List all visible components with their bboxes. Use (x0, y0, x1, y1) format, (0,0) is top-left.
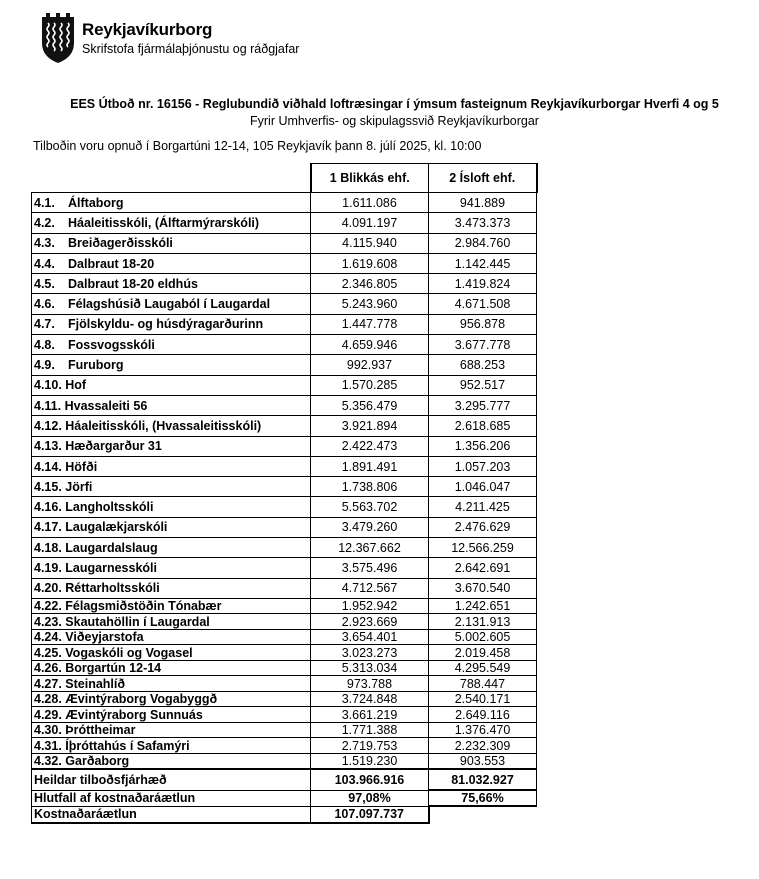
row-value-bidder-1: 2.422.473 (311, 436, 429, 456)
table-row (32, 660, 537, 676)
ratio-row (32, 790, 537, 806)
row-value-bidder-2: 2.984.760 (429, 233, 537, 253)
row-number: 4.8. (34, 337, 55, 352)
row-number: 4.1. (34, 195, 55, 210)
table-row (32, 517, 537, 537)
row-name-cell (32, 375, 311, 395)
row-value-bidder-2: 941.889 (429, 193, 537, 213)
ratio-bidder-1: 97,08% (311, 790, 429, 806)
row-value-bidder-1: 1.619.608 (311, 253, 429, 273)
row-value-bidder-1: 3.661.219 (311, 707, 429, 723)
row-name-cell (32, 722, 311, 738)
table-row (32, 314, 537, 334)
row-value-bidder-2: 1.376.470 (429, 722, 537, 738)
row-name: Dalbraut 18-20 eldhús (68, 276, 198, 291)
column-header-bidder-2: 2 Ísloft ehf. (429, 164, 537, 193)
row-value-bidder-2: 2.476.629 (429, 517, 537, 537)
table-row (32, 614, 537, 630)
row-value-bidder-2: 5.002.605 (429, 629, 537, 645)
row-name: 4.20. Réttarholtsskóli (34, 581, 160, 596)
table-row (32, 691, 537, 707)
row-name: 4.29. Ævintýraborg Sunnuás (34, 707, 203, 722)
row-value-bidder-1: 2.719.753 (311, 738, 429, 754)
row-value-bidder-1: 3.023.273 (311, 645, 429, 661)
estimate-empty-cell (429, 806, 537, 823)
row-value-bidder-1: 4.712.567 (311, 578, 429, 598)
row-value-bidder-2: 1.046.047 (429, 477, 537, 497)
row-value-bidder-2: 3.677.778 (429, 335, 537, 355)
table-row (32, 645, 537, 661)
row-name-cell (32, 274, 311, 294)
row-value-bidder-1: 1.952.942 (311, 598, 429, 614)
row-value-bidder-1: 5.243.960 (311, 294, 429, 314)
row-name-cell (32, 517, 311, 537)
row-value-bidder-1: 5.356.479 (311, 395, 429, 415)
row-value-bidder-1: 3.724.848 (311, 691, 429, 707)
table-row (32, 193, 537, 213)
table-row (32, 738, 537, 754)
table-row (32, 578, 537, 598)
row-name: Háaleitisskóli, (Álftarmýrarskóli) (68, 215, 260, 230)
row-name: 4.24. Viðeyjarstofa (34, 630, 144, 645)
row-value-bidder-2: 2.618.685 (429, 416, 537, 436)
row-name: 4.18. Laugardalslaug (34, 540, 158, 555)
row-name: 4.14. Höfði (34, 459, 98, 474)
row-number: 4.5. (34, 276, 55, 291)
row-value-bidder-2: 2.642.691 (429, 558, 537, 578)
row-name-cell (32, 578, 311, 598)
row-value-bidder-2: 3.670.540 (429, 578, 537, 598)
row-name-cell (32, 558, 311, 578)
row-name: 4.28. Ævintýraborg Vogabyggð (34, 692, 218, 707)
row-number: 4.7. (34, 317, 55, 332)
row-name: 4.32. Garðaborg (34, 754, 130, 769)
row-value-bidder-1: 4.659.946 (311, 335, 429, 355)
row-value-bidder-1: 1.891.491 (311, 456, 429, 476)
row-name: 4.11. Hvassaleiti 56 (34, 398, 148, 413)
table-row (32, 213, 537, 233)
row-value-bidder-2: 903.553 (429, 753, 537, 769)
opening-statement: Tilboðin voru opnuð í Borgartúni 12-14, 105 Reykjavík þann 8. júlí 2025, kl. 10:00 (33, 139, 482, 153)
row-name: 4.10. Hof (34, 378, 87, 393)
row-value-bidder-1: 1.447.778 (311, 314, 429, 334)
row-name: Furuborg (68, 358, 124, 373)
total-bidder-2: 81.032.927 (429, 769, 537, 790)
row-name-cell (32, 645, 311, 661)
row-value-bidder-2: 2.019.458 (429, 645, 537, 661)
row-name: 4.19. Laugarnesskóli (34, 560, 157, 575)
row-value-bidder-2: 4.671.508 (429, 294, 537, 314)
row-name: Félagshúsið Laugaból í Laugardal (68, 297, 271, 312)
table-row (32, 676, 537, 692)
row-name: 4.31. Íþróttahús í Safamýri (34, 738, 190, 753)
table-body (32, 193, 537, 770)
row-value-bidder-1: 992.937 (311, 355, 429, 375)
table-row (32, 436, 537, 456)
row-name: Fjölskyldu- og húsdýragarðurinn (68, 317, 264, 332)
row-name: Dalbraut 18-20 (68, 256, 155, 271)
row-name: 4.12. Háaleitisskóli, (Hvassaleitisskóli) (34, 418, 262, 433)
row-value-bidder-2: 2.540.171 (429, 691, 537, 707)
table-row (32, 538, 537, 558)
row-value-bidder-2: 1.356.206 (429, 436, 537, 456)
table-row (32, 753, 537, 769)
table-row (32, 722, 537, 738)
row-name-cell (32, 335, 311, 355)
row-name: 4.26. Borgartún 12-14 (34, 661, 162, 676)
row-value-bidder-2: 3.473.373 (429, 213, 537, 233)
row-name-cell (32, 233, 311, 253)
row-name-cell (32, 436, 311, 456)
ratio-bidder-2: 75,66% (429, 790, 537, 806)
row-name: Breiðagerðisskóli (68, 236, 173, 251)
row-name-cell (32, 395, 311, 415)
row-name-cell (32, 614, 311, 630)
row-value-bidder-2: 1.057.203 (429, 456, 537, 476)
row-value-bidder-1: 3.654.401 (311, 629, 429, 645)
row-value-bidder-2: 788.447 (429, 676, 537, 692)
ratio-label: Hlutfall af kostnaðaráætlun (32, 790, 311, 806)
row-name-cell (32, 738, 311, 754)
row-name-cell (32, 538, 311, 558)
row-value-bidder-2: 952.517 (429, 375, 537, 395)
row-value-bidder-1: 3.575.496 (311, 558, 429, 578)
table-row (32, 416, 537, 436)
row-name: 4.22. Félagsmiðstöðin Tónabær (34, 599, 222, 614)
column-header-bidder-1: 1 Blikkás ehf. (311, 164, 429, 193)
table-header-row (32, 164, 537, 193)
row-value-bidder-2: 4.295.549 (429, 660, 537, 676)
row-name-cell (32, 314, 311, 334)
row-name-cell (32, 253, 311, 273)
row-value-bidder-2: 1.142.445 (429, 253, 537, 273)
row-value-bidder-1: 3.921.894 (311, 416, 429, 436)
table-row (32, 274, 537, 294)
row-name: 4.23. Skautahöllin í Laugardal (34, 614, 210, 629)
table-row (32, 629, 537, 645)
row-number: 4.6. (34, 297, 55, 312)
row-value-bidder-1: 1.570.285 (311, 375, 429, 395)
total-label: Heildar tilboðsfjárhæð (32, 769, 311, 790)
row-name-cell (32, 456, 311, 476)
row-value-bidder-2: 3.295.777 (429, 395, 537, 415)
row-name: 4.15. Jörfi (34, 479, 93, 494)
row-value-bidder-1: 1.771.388 (311, 722, 429, 738)
estimate-label: Kostnaðaráætlun (32, 806, 311, 823)
row-number: 4.3. (34, 236, 55, 251)
row-value-bidder-2: 2.649.116 (429, 707, 537, 723)
table-row (32, 253, 537, 273)
total-row (32, 769, 537, 790)
table-row (32, 233, 537, 253)
table-row (32, 395, 537, 415)
row-name: 4.13. Hæðargarður 31 (34, 439, 162, 454)
table-row (32, 355, 537, 375)
table-row (32, 335, 537, 355)
org-subtitle: Skrifstofa fjármálaþjónustu og ráðgjafar (82, 42, 300, 56)
row-value-bidder-1: 973.788 (311, 676, 429, 692)
row-name-cell (32, 707, 311, 723)
row-value-bidder-1: 1.738.806 (311, 477, 429, 497)
row-value-bidder-1: 1.519.230 (311, 753, 429, 769)
row-name-cell (32, 676, 311, 692)
table-row (32, 477, 537, 497)
total-bidder-1: 103.966.916 (311, 769, 429, 790)
estimate-row (32, 806, 537, 823)
row-number: 4.9. (34, 358, 55, 373)
table-row (32, 558, 537, 578)
row-name-cell (32, 497, 311, 517)
row-number: 4.4. (34, 256, 55, 271)
row-name: 4.30. Þróttheimar (34, 723, 136, 738)
row-name-cell (32, 193, 311, 213)
row-value-bidder-2: 4.211.425 (429, 497, 537, 517)
row-name: 4.27. Steinahlíð (34, 676, 126, 691)
row-name: 4.16. Langholtsskóli (34, 500, 154, 515)
document-subtitle: Fyrir Umhverfis- og skipulagssvið Reykjavíkurborgar (250, 114, 539, 128)
row-name: Álftaborg (68, 195, 124, 210)
row-name-cell (32, 355, 311, 375)
row-value-bidder-2: 2.131.913 (429, 614, 537, 630)
document-title: EES Útboð nr. 16156 - Reglubundið viðhald loftræsingar í ýmsum fasteignum Reykjavíkurborgar Hverfi 4 og 5 (70, 97, 719, 111)
row-name-cell (32, 691, 311, 707)
row-name-cell (32, 753, 311, 769)
header-blank-cell (32, 164, 311, 193)
row-number: 4.2. (34, 215, 55, 230)
estimate-value: 107.097.737 (311, 806, 429, 823)
table-row (32, 294, 537, 314)
row-name-cell (32, 213, 311, 233)
row-value-bidder-2: 1.419.824 (429, 274, 537, 294)
row-value-bidder-1: 2.923.669 (311, 614, 429, 630)
table-row (32, 375, 537, 395)
table-row (32, 497, 537, 517)
row-value-bidder-1: 5.313.034 (311, 660, 429, 676)
row-name-cell (32, 477, 311, 497)
table-row (32, 456, 537, 476)
row-value-bidder-1: 5.563.702 (311, 497, 429, 517)
row-value-bidder-1: 3.479.260 (311, 517, 429, 537)
row-value-bidder-1: 1.611.086 (311, 193, 429, 213)
row-name-cell (32, 660, 311, 676)
row-value-bidder-1: 12.367.662 (311, 538, 429, 558)
row-name-cell (32, 294, 311, 314)
table-row (32, 598, 537, 614)
reykjavik-coat-of-arms-logo (40, 13, 76, 65)
row-value-bidder-1: 4.115.940 (311, 233, 429, 253)
bid-table (31, 163, 538, 824)
row-value-bidder-1: 4.091.197 (311, 213, 429, 233)
org-name: Reykjavíkurborg (82, 20, 213, 39)
row-value-bidder-2: 1.242.651 (429, 598, 537, 614)
row-value-bidder-2: 688.253 (429, 355, 537, 375)
row-value-bidder-1: 2.346.805 (311, 274, 429, 294)
row-name-cell (32, 598, 311, 614)
row-name: 4.25. Vogaskóli og Vogasel (34, 645, 193, 660)
row-name-cell (32, 629, 311, 645)
row-value-bidder-2: 956.878 (429, 314, 537, 334)
table-row (32, 707, 537, 723)
row-name: 4.17. Laugalækjarskóli (34, 520, 168, 535)
row-value-bidder-2: 12.566.259 (429, 538, 537, 558)
row-name: Fossvogsskóli (68, 337, 155, 352)
row-value-bidder-2: 2.232.309 (429, 738, 537, 754)
row-name-cell (32, 416, 311, 436)
